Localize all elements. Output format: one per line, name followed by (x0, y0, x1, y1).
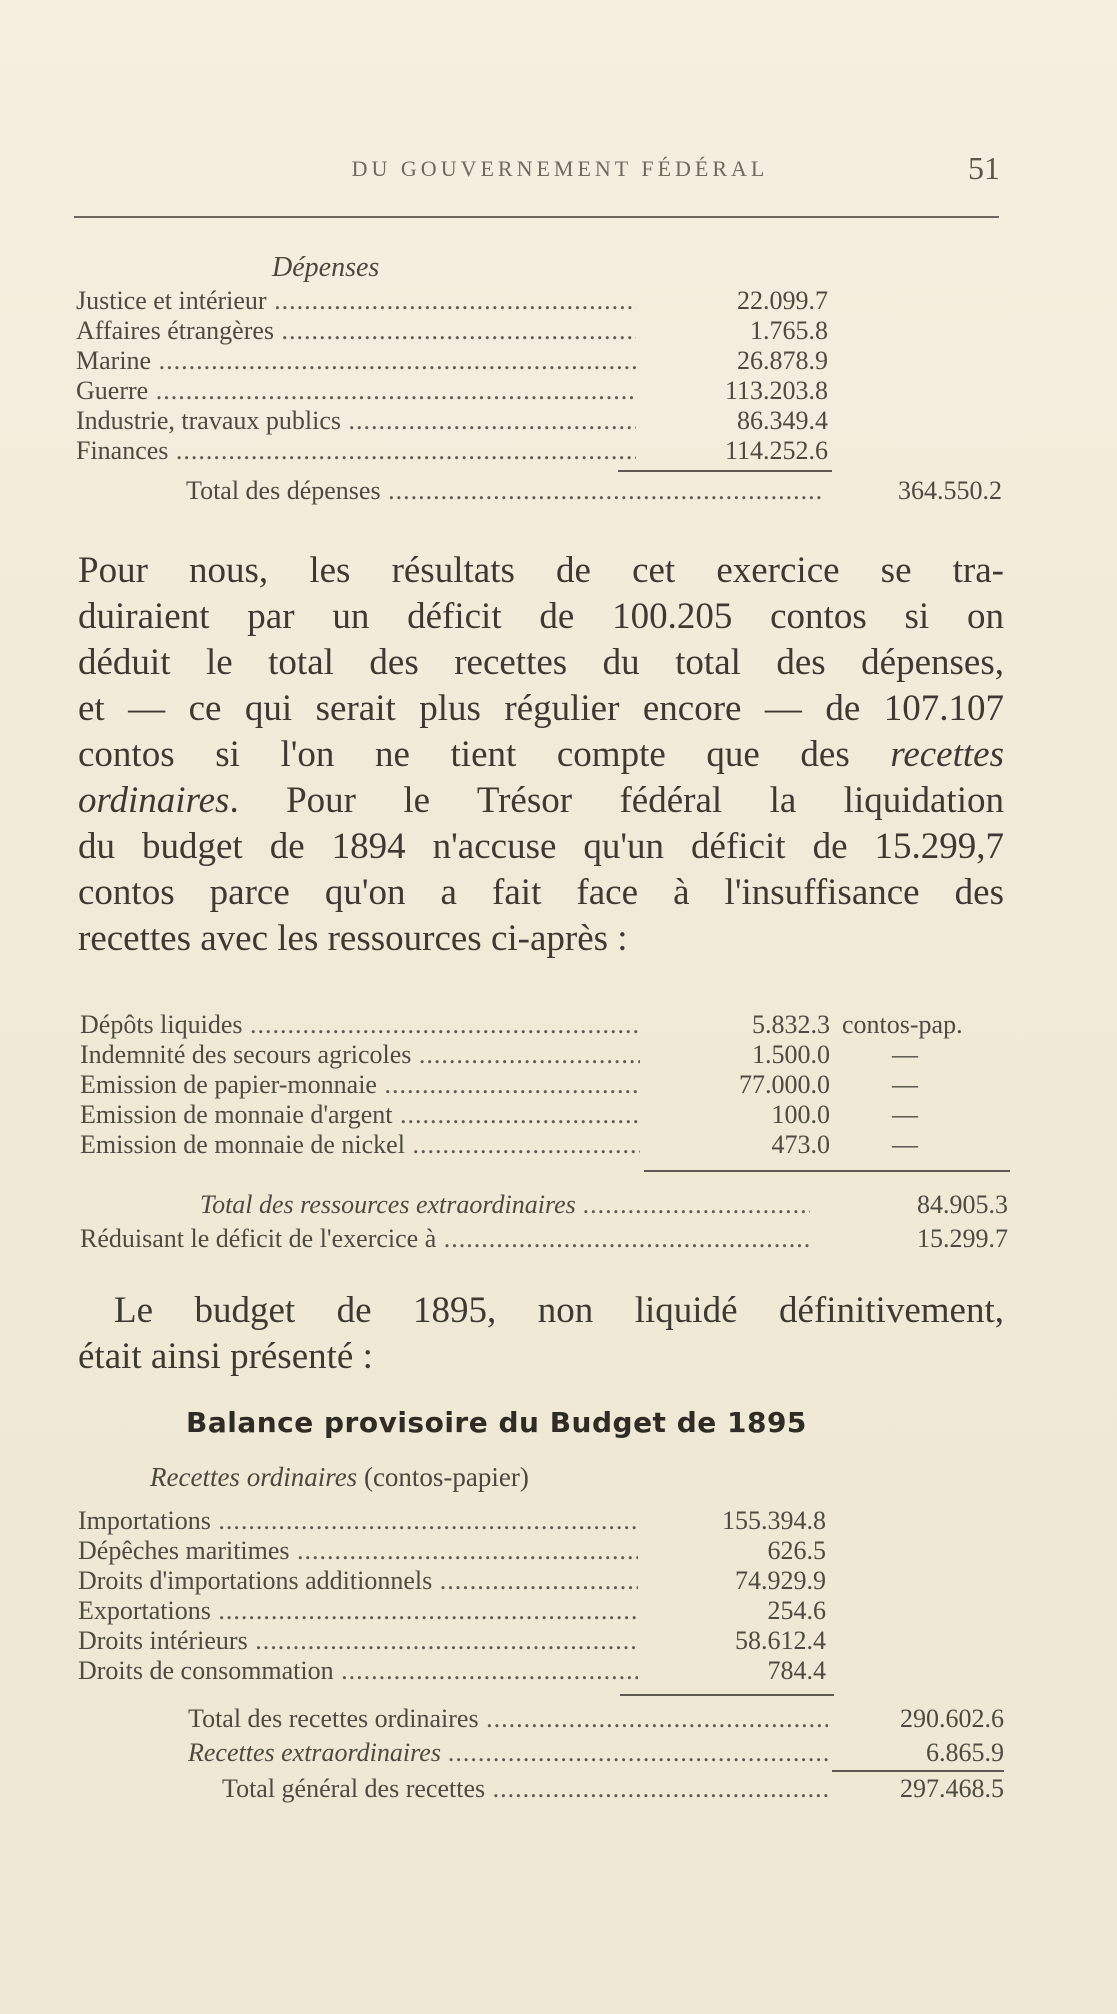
paragraph-line: Le budget de 1895, non liquidé définitivement, (114, 1290, 1004, 1331)
recettes-extra-row (188, 1738, 1018, 1768)
row-value: 1.765.8 (750, 316, 828, 345)
ressources-total-row (200, 1190, 1020, 1220)
grand-total-label: Total général des recettes ..... (222, 1774, 828, 1804)
paragraph-line (78, 778, 1004, 824)
paragraph-line: Pour nous, les résultats de cet exercice se tra- (78, 550, 1004, 591)
extra-label: Recettes extraordinaires ..... (188, 1738, 828, 1768)
depenses-row (76, 436, 836, 466)
ressources-row (80, 1040, 1020, 1070)
row-label: Emission de monnaie de nickel ..... (80, 1130, 640, 1160)
subheading-italic: Recettes ordinaires (150, 1462, 358, 1492)
depenses-heading: Dépenses (272, 252, 380, 283)
total-value: 364.550.2 (898, 476, 1002, 505)
row-label: Guerre ..... (76, 376, 636, 406)
ressources-row (80, 1010, 1020, 1040)
body-paragraph (78, 548, 1004, 962)
recettes-row (78, 1566, 838, 1596)
row-value: 26.878.9 (737, 346, 828, 375)
grand-total-row (222, 1774, 1018, 1804)
italic-term: recettes (890, 734, 1004, 775)
ressources-row (80, 1070, 1020, 1100)
subtotal-rule (618, 470, 832, 472)
row-value: 626.5 (767, 1536, 826, 1565)
row-label: Droits intérieurs ..... (78, 1626, 638, 1656)
paragraph-line (78, 732, 1004, 778)
row-value: 473.0 (771, 1130, 830, 1159)
row-value: 86.349.4 (737, 406, 828, 435)
paragraph-line: du budget de 1894 n'accuse qu'un déficit de 15.299,7 (78, 826, 1004, 867)
recettes-row (78, 1626, 838, 1656)
row-label: Emission de monnaie d'argent ..... (80, 1100, 640, 1130)
row-value: 77.000.0 (739, 1070, 830, 1099)
page-number: 51 (968, 150, 1000, 186)
row-label: Finances ..... (76, 436, 636, 466)
row-label: Importations ..... (78, 1506, 638, 1536)
recettes-total-row (188, 1704, 1018, 1734)
depenses-row (76, 406, 836, 436)
row-value: 74.929.9 (735, 1566, 826, 1595)
row-label: Justice et intérieur ..... (76, 286, 636, 316)
paragraph-line: contos parce qu'on a fait face à l'insuffisance des (78, 872, 1004, 913)
ressources-row (80, 1130, 1020, 1160)
paragraph-line: était ainsi présenté : (78, 1336, 373, 1377)
row-value: 155.394.8 (722, 1506, 826, 1535)
row-value: 113.203.8 (724, 376, 828, 405)
line-text: . Pour le Trésor fédéral la liquidation (229, 780, 1004, 821)
recettes-row (78, 1596, 838, 1626)
reduction-value: 15.299.7 (917, 1224, 1008, 1253)
subtotal-rule (620, 1694, 834, 1696)
total-value: 290.602.6 (900, 1704, 1004, 1733)
total-label: Total des dépenses ..... (186, 476, 822, 506)
depenses-row (76, 316, 836, 346)
paragraph-line: déduit le total des recettes du total des dépenses, (78, 642, 1004, 683)
ressources-row (80, 1100, 1020, 1130)
row-label: Affaires étrangères ..... (76, 316, 636, 346)
row-value: 114.252.6 (724, 436, 828, 465)
total-value: 84.905.3 (917, 1190, 1008, 1219)
ditto-mark: — (892, 1130, 918, 1159)
row-unit: contos-pap. (842, 1010, 963, 1039)
paragraph-line: duiraient par un déficit de 100.205 contos si on (78, 596, 1004, 637)
grand-total-rule (832, 1770, 1004, 1772)
depenses-total-row (186, 476, 1016, 506)
ditto-mark: — (892, 1040, 918, 1069)
depenses-row (76, 376, 836, 406)
paragraph-line: recettes avec les ressources ci-après : (78, 918, 628, 959)
row-label: Exportations ..... (78, 1596, 638, 1626)
total-label: Total des ressources extraordinaires ..... (200, 1190, 810, 1220)
body-paragraph (78, 1288, 1004, 1380)
row-label: Dépêches maritimes ..... (78, 1536, 638, 1566)
ditto-mark: — (892, 1100, 918, 1129)
total-label: Total des recettes ordinaires ..... (188, 1704, 828, 1734)
row-label: Indemnité des secours agricoles ..... (80, 1040, 640, 1070)
italic-term: ordinaires (78, 780, 230, 821)
row-value: 5.832.3 (752, 1010, 830, 1039)
row-value: 100.0 (771, 1100, 830, 1129)
row-value: 784.4 (767, 1656, 826, 1685)
row-label: Emission de papier-monnaie ..... (80, 1070, 640, 1100)
recettes-row (78, 1656, 838, 1686)
reduction-row (80, 1224, 1020, 1254)
subheading-unit: (contos-papier) (363, 1462, 529, 1492)
row-label: Droits de consommation ..... (78, 1656, 638, 1686)
line-text: contos si l'on ne tient compte que des (78, 734, 891, 775)
row-value: 22.099.7 (737, 286, 828, 315)
table-title: Balance provisoire du Budget de 1895 (186, 1406, 807, 1439)
header-rule (74, 216, 999, 218)
row-value: 1.500.0 (752, 1040, 830, 1069)
grand-total-value: 297.468.5 (900, 1774, 1004, 1803)
depenses-row (76, 286, 836, 316)
paragraph-line: et — ce qui serait plus régulier encore — de 107.107 (78, 688, 1004, 729)
row-value: 58.612.4 (735, 1626, 826, 1655)
row-label: Industrie, travaux publics ..... (76, 406, 636, 436)
table-subheading (150, 1462, 529, 1493)
running-head: DU GOUVERNEMENT FÉDÉRAL (351, 156, 769, 181)
extra-value: 6.865.9 (926, 1738, 1004, 1767)
subtotal-rule (644, 1170, 1010, 1172)
reduction-label: Réduisant le déficit de l'exercice à ..... (80, 1224, 810, 1254)
ditto-mark: — (892, 1070, 918, 1099)
row-label: Marine ..... (76, 346, 636, 376)
recettes-row (78, 1506, 838, 1536)
depenses-row (76, 346, 836, 376)
row-label: Droits d'importations additionnels ..... (78, 1566, 638, 1596)
row-value: 254.6 (767, 1596, 826, 1625)
row-label: Dépôts liquides ..... (80, 1010, 640, 1040)
recettes-row (78, 1536, 838, 1566)
